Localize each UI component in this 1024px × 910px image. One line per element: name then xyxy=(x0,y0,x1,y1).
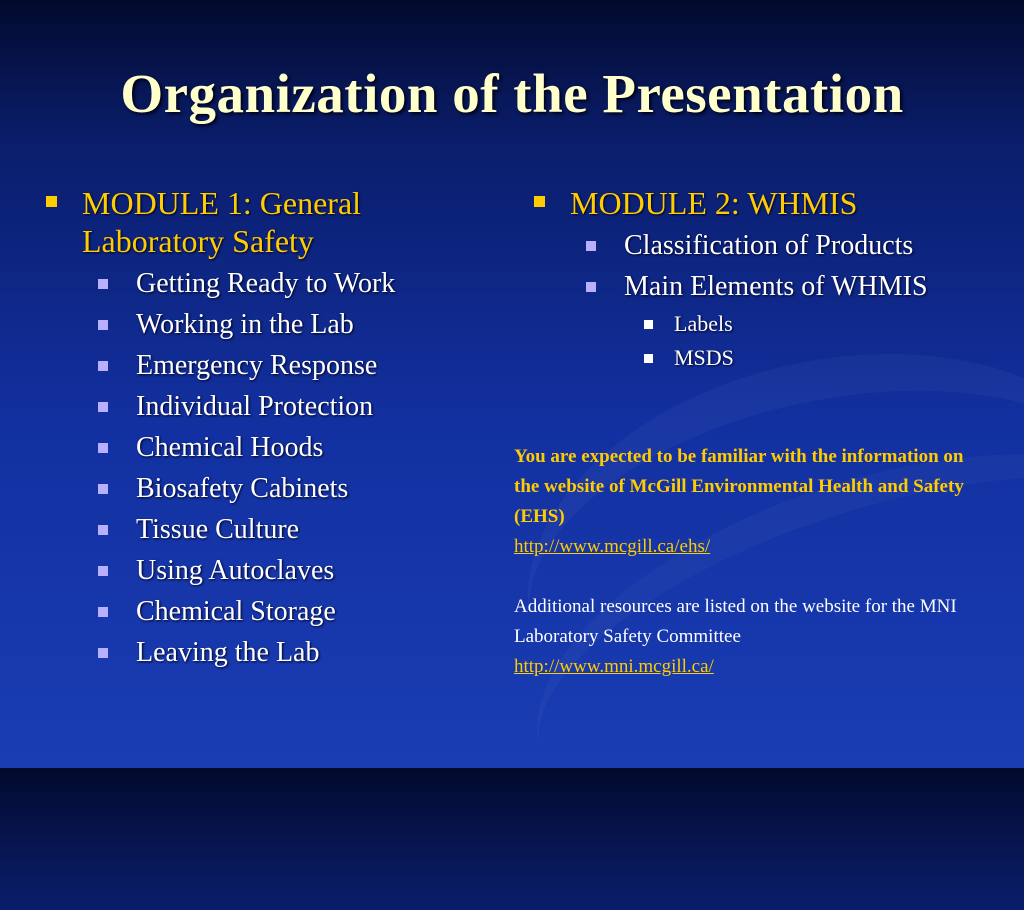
square-bullet-icon xyxy=(98,402,108,412)
list-item-text: Emergency Response xyxy=(136,350,378,381)
list-item xyxy=(90,632,474,673)
ehs-link[interactable]: http://www.mcgill.ca/ehs/ xyxy=(514,536,711,557)
ehs-note-text: You are expected to be familiar with the information on the website of McGill Environmental Health and Safety (EHS) xyxy=(514,446,964,527)
list-item-text: Chemical Storage xyxy=(136,596,336,627)
list-item-text: Individual Protection xyxy=(136,391,374,422)
resources-note xyxy=(514,442,984,682)
list-item xyxy=(90,509,474,550)
square-bullet-icon xyxy=(586,282,596,292)
list-item-text: Main Elements of WHMIS xyxy=(624,271,928,302)
list-item xyxy=(90,263,474,304)
list-subitem xyxy=(636,341,1002,375)
list-item-text: Using Autoclaves xyxy=(136,555,335,586)
square-bullet-icon xyxy=(98,484,108,494)
square-bullet-icon xyxy=(98,443,108,453)
list-item-text: Working in the Lab xyxy=(136,309,354,340)
list-item xyxy=(90,591,474,632)
list-item xyxy=(90,345,474,386)
list-subitem xyxy=(636,307,1002,341)
square-bullet-icon xyxy=(98,525,108,535)
list-item xyxy=(90,550,474,591)
mni-note-text: Additional resources are listed on the website for the MNI Laboratory Safety Committee xyxy=(514,596,957,647)
module1-item xyxy=(44,184,474,673)
module2-column xyxy=(532,184,1002,375)
module2-item xyxy=(532,184,1002,375)
square-bullet-icon xyxy=(98,566,108,576)
square-bullet-icon xyxy=(98,279,108,289)
square-bullet-icon xyxy=(46,196,57,207)
module2-heading: MODULE 2: WHMIS xyxy=(570,185,858,221)
slide-title: Organization of the Presentation xyxy=(120,63,904,124)
square-bullet-icon xyxy=(586,241,596,251)
square-bullet-icon xyxy=(98,648,108,658)
list-item xyxy=(578,225,1002,266)
module1-heading: MODULE 1: General Laboratory Safety xyxy=(82,185,362,259)
list-subitem-text: Labels xyxy=(674,311,733,336)
list-item-text: Chemical Hoods xyxy=(136,432,324,463)
square-bullet-icon xyxy=(534,196,545,207)
spacer xyxy=(514,562,984,592)
square-bullet-icon xyxy=(98,361,108,371)
list-item xyxy=(90,386,474,427)
square-bullet-icon xyxy=(644,320,653,329)
list-item-text: Leaving the Lab xyxy=(136,637,320,668)
square-bullet-icon xyxy=(98,320,108,330)
list-item xyxy=(90,427,474,468)
module1-column xyxy=(44,184,474,673)
list-item-text: Classification of Products xyxy=(624,230,914,261)
list-item xyxy=(578,266,1002,375)
square-bullet-icon xyxy=(644,354,653,363)
list-item-text: Getting Ready to Work xyxy=(136,268,396,299)
list-item-text: Biosafety Cabinets xyxy=(136,473,349,504)
list-subitem-text: MSDS xyxy=(674,345,734,370)
list-item xyxy=(90,304,474,345)
square-bullet-icon xyxy=(98,607,108,617)
list-item-text: Tissue Culture xyxy=(136,514,300,545)
list-item xyxy=(90,468,474,509)
mni-link[interactable]: http://www.mni.mcgill.ca/ xyxy=(514,656,714,677)
